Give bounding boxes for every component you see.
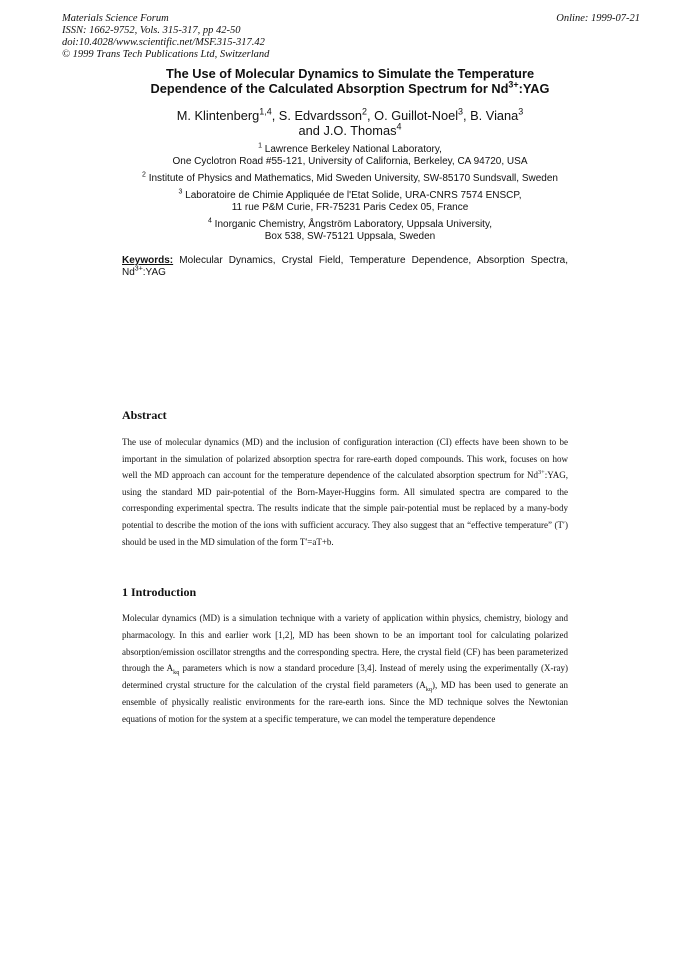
affiliation-number: 1: [258, 142, 262, 150]
journal-header: [62, 13, 269, 61]
author-line-1: [80, 108, 620, 123]
affiliation-line: [80, 144, 620, 156]
author-list: [80, 108, 620, 138]
introduction-subscript: kq: [425, 685, 433, 693]
author-name: M. Klintenberg: [176, 108, 260, 123]
abstract-superscript: 3+: [538, 469, 545, 477]
abstract-heading: Abstract: [122, 408, 167, 422]
affiliation-text: One Cyclotron Road #55-121, University of California, Berkeley, CA 94720, USA: [172, 156, 528, 167]
introduction-subscript: kq: [173, 669, 180, 677]
doi-line[interactable]: doi:10.4028/www.scientific.net/MSF.315-317.42: [62, 37, 265, 48]
introduction-heading: 1 Introduction: [122, 585, 197, 599]
online-date: Online: 1999-07-21: [556, 13, 640, 24]
author-name: and J.O. Thomas: [298, 123, 397, 138]
title-line-1: The Use of Molecular Dynamics to Simulate the Temperature: [165, 66, 535, 81]
journal-name: Materials Science Forum: [62, 13, 169, 24]
author-affil-mark: 3: [458, 106, 464, 117]
author-name: , B. Viana: [463, 108, 519, 123]
keywords-suffix: :YAG: [142, 267, 166, 278]
affiliation-number: 2: [142, 171, 146, 179]
author-affil-mark: 1,4: [259, 106, 272, 117]
affiliation-line: [80, 173, 620, 185]
keywords-superscript: 3+: [134, 265, 143, 273]
introduction-text: parameters which is now a standard procedure [3,4]. Instead of merely using the experimentally (X-ray) determined crystal structure for the calculation of the crystal field parameters (A: [122, 663, 568, 691]
affiliation-number: 3: [178, 188, 183, 196]
title-line-2: [80, 81, 620, 96]
author-affil-mark: 4: [396, 121, 402, 132]
introduction-text: Molecular dynamics (MD) is a simulation technique with a variety of application within physics, chemistry, biology and pharmacology. In this and earlier work [1,2], MD has been shown to be an important tool for calculating polarized absorption/emission oscillator strengths and the corresponding spectra. Here, the crystal field (CF) has been parameterized through the A: [122, 613, 568, 674]
paper-title: [80, 66, 620, 96]
affiliation-text: 11 rue P&M Curie, FR-75231 Paris Cedex 05, France: [231, 202, 469, 213]
affiliation: [80, 219, 620, 243]
affiliation-text: Lawrence Berkeley National Laboratory,: [264, 144, 442, 155]
affiliation: [80, 190, 620, 214]
author-name: , S. Edvardsson: [271, 108, 363, 123]
abstract-body: [122, 434, 568, 550]
author-line-2: [80, 123, 620, 138]
introduction-text: ), MD has been used to generate an ensemble of physically realistic environments for the rare-earth ions. Since the MD technique solves the Newtonian equations of motion for the system at a specific temperature, we can model the temperature dependence: [122, 680, 568, 724]
copyright-line: © 1999 Trans Tech Publications Ltd, Switzerland: [62, 49, 270, 60]
affiliation: [80, 144, 620, 168]
affiliation-number: 4: [207, 217, 212, 225]
affiliation: [80, 173, 620, 185]
affiliation-text: Laboratoire de Chimie Appliquée de l'Etat Solide, URA-CNRS 7574 ENSCP,: [185, 190, 522, 201]
author-affil-mark: 2: [362, 106, 368, 117]
affiliation-line: [80, 219, 620, 231]
title-line-2-text: Dependence of the Calculated Absorption Spectrum for Nd: [150, 81, 509, 96]
abstract-text: :YAG, using the standard MD pair-potential of the Born-Mayer-Huggins form. All simulated spectra are compared to the corresponding experimental spectra. The results indicate that the simple pair-potential must be replaced by a many-body potential to describe the motion of the ions with sufficient accuracy. They also suggest that an “effective temperature” (T′) should be used in the MD simulation of the form T′=aT+b.: [122, 470, 568, 547]
issn-line: ISSN: 1662-9752, Vols. 315-317, pp 42-50: [62, 25, 241, 36]
abstract-text: The use of molecular dynamics (MD) and the inclusion of configuration interaction (CI) effects have been shown to be important in the simulation of polarized absorption spectra for rare-earth doped compounds. This work, focuses on how well the MD approach can account for the temperature dependence of the calculated absorption spectrum for Nd: [122, 437, 568, 481]
affiliation-list: [80, 144, 620, 248]
keywords-text: Molecular Dynamics, Crystal Field, Temperature Dependence, Absorption Spectra, Nd: [122, 255, 568, 278]
affiliation-line: [80, 190, 620, 202]
affiliation-text: Box 538, SW-75121 Uppsala, Sweden: [264, 231, 436, 242]
keywords-label: Keywords:: [122, 255, 174, 266]
introduction-body: [122, 610, 568, 728]
author-name: , O. Guillot-Noel: [367, 108, 459, 123]
author-affil-mark: 3: [518, 106, 524, 117]
title-superscript: 3+: [508, 79, 519, 90]
title-line-2-suffix: :YAG: [518, 81, 550, 96]
affiliation-text: Institute of Physics and Mathematics, Mid Sweden University, SW-85170 Sundsvall, Sweden: [148, 173, 558, 184]
keywords: [122, 255, 568, 279]
affiliation-text: Inorganic Chemistry, Ångström Laboratory, Uppsala University,: [214, 219, 493, 230]
